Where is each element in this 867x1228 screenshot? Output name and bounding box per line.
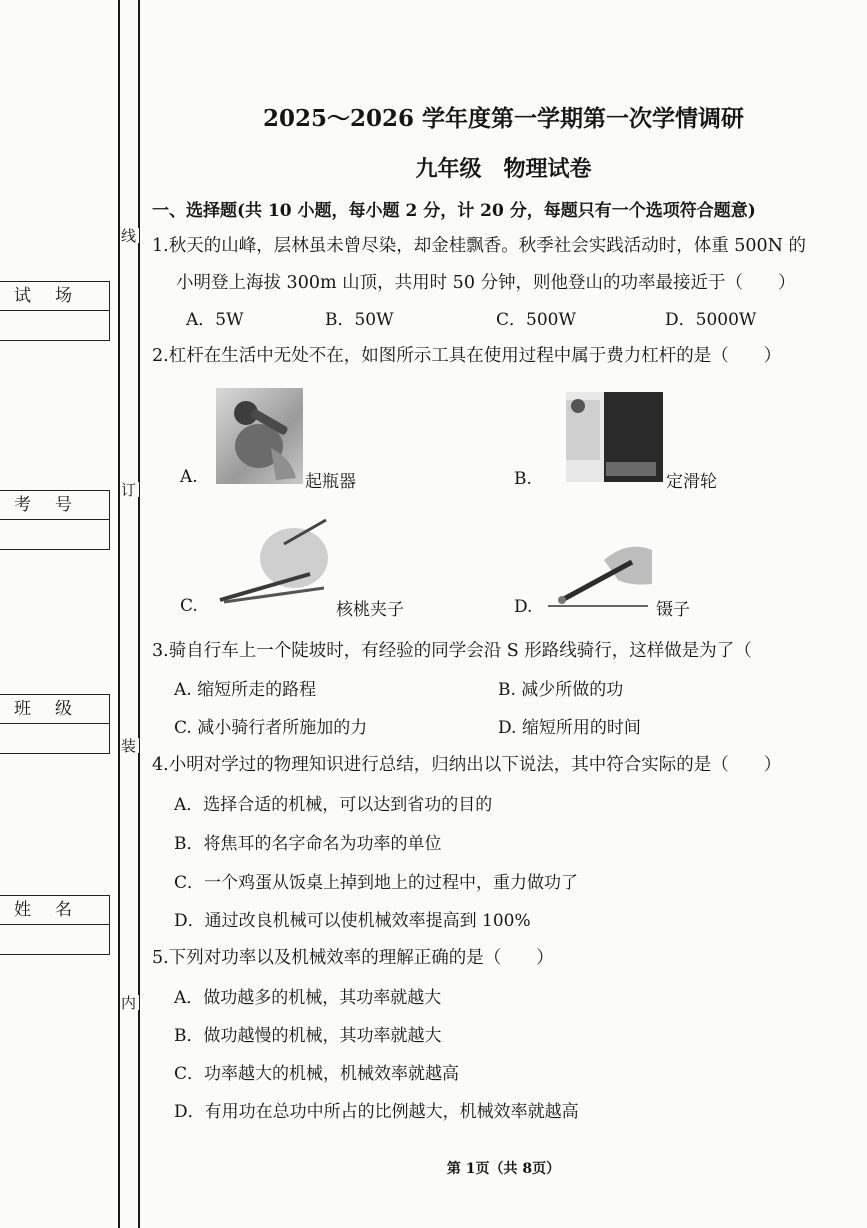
binding-mark-inner: 内 (119, 995, 137, 1010)
exam-subtitle: 九年级 物理试卷 (415, 156, 592, 182)
exam-room-field[interactable] (0, 281, 110, 341)
q5-option-a[interactable]: A．做功越多的机械，其功率就越大 (174, 988, 442, 1008)
q2-stem: 2.杠杆在生活中无处不在，如图所示工具在使用过程中属于费力杠杆的是（ ） (152, 346, 782, 366)
q5-option-b[interactable]: B．做功越慢的机械，其功率就越大 (174, 1026, 442, 1046)
q5-option-d[interactable]: D．有用功在总功中所占的比例越大，机械效率就越高 (174, 1102, 579, 1122)
q1-option-b[interactable]: B．50W (325, 310, 394, 330)
exam-room-label: 试场 (0, 282, 109, 311)
q2-caption-b: 定滑轮 (666, 472, 717, 492)
q2-option-d[interactable]: D. (514, 597, 533, 617)
fixed-pulley-image (566, 392, 663, 482)
q4-option-c[interactable]: C．一个鸡蛋从饭桌上掉到地上的过程中，重力做功了 (174, 873, 579, 893)
q1-stem-line1: 1.秋天的山峰，层林虽未曾尽染，却金桂飘香。秋季社会实践活动时，体重 500N 的 (152, 236, 807, 256)
q3-option-c[interactable]: C. 减小骑行者所施加的力 (174, 718, 368, 738)
binding-mark-staple: 订 (119, 482, 137, 497)
class-label: 班级 (0, 695, 109, 724)
name-label: 姓名 (0, 896, 109, 925)
binding-line-outer (118, 0, 120, 1228)
q1-stem-line2: 小明登上海拔 300m 山顶，共用时 50 分钟，则他登山的功率最接近于（ ） (176, 273, 796, 293)
q4-stem: 4.小明对学过的物理知识进行总结，归纳出以下说法，其中符合实际的是（ ） (152, 755, 782, 775)
q2-option-b[interactable]: B. (514, 469, 532, 489)
q1-option-a[interactable]: A．5W (186, 310, 244, 330)
q1-option-c[interactable]: C．500W (496, 310, 576, 330)
q3-stem: 3.骑自行车上一个陡坡时，有经验的同学会沿 S 形路线骑行，这样做是为了（ (152, 641, 752, 661)
q2-option-a[interactable]: A. (180, 467, 198, 487)
exam-title: 2025～2026 学年度第一学期第一次学情调研 (262, 105, 745, 132)
q3-option-a[interactable]: A. 缩短所走的路程 (174, 680, 317, 700)
q4-option-d[interactable]: D．通过改良机械可以使机械效率提高到 100% (174, 911, 531, 931)
q4-option-a[interactable]: A．选择合适的机械，可以达到省功的目的 (174, 795, 493, 815)
q5-stem: 5.下列对功率以及机械效率的理解正确的是（ ） (152, 948, 554, 968)
binding-mark-line: 线 (119, 228, 137, 243)
q3-option-d[interactable]: D. 缩短所用的时间 (498, 718, 641, 738)
q2-caption-d: 镊子 (656, 600, 690, 620)
exam-number-label: 考号 (0, 491, 109, 520)
class-field[interactable] (0, 694, 110, 754)
bottle-opener-image (216, 388, 303, 484)
q3-option-b[interactable]: B. 减少所做的功 (498, 680, 624, 700)
q2-caption-c: 核桃夹子 (336, 600, 404, 620)
section-heading: 一、选择题(共 10 小题，每小题 2 分，计 20 分，每题只有一个选项符合题意) (152, 201, 756, 221)
nutcracker-image (214, 514, 330, 606)
q1-option-d[interactable]: D．5000W (665, 310, 757, 330)
name-field[interactable] (0, 895, 110, 955)
q4-option-b[interactable]: B．将焦耳的名字命名为功率的单位 (174, 834, 442, 854)
page-number: 第 1页（共 8页） (446, 1161, 561, 1177)
exam-number-field[interactable] (0, 490, 110, 550)
q5-option-c[interactable]: C．功率越大的机械，机械效率就越高 (174, 1064, 460, 1084)
q2-caption-a: 起瓶器 (305, 472, 356, 492)
binding-line-inner (138, 0, 140, 1228)
tweezers-image (548, 540, 656, 610)
binding-mark-bind: 装 (119, 738, 137, 753)
q2-option-c[interactable]: C. (180, 596, 198, 616)
